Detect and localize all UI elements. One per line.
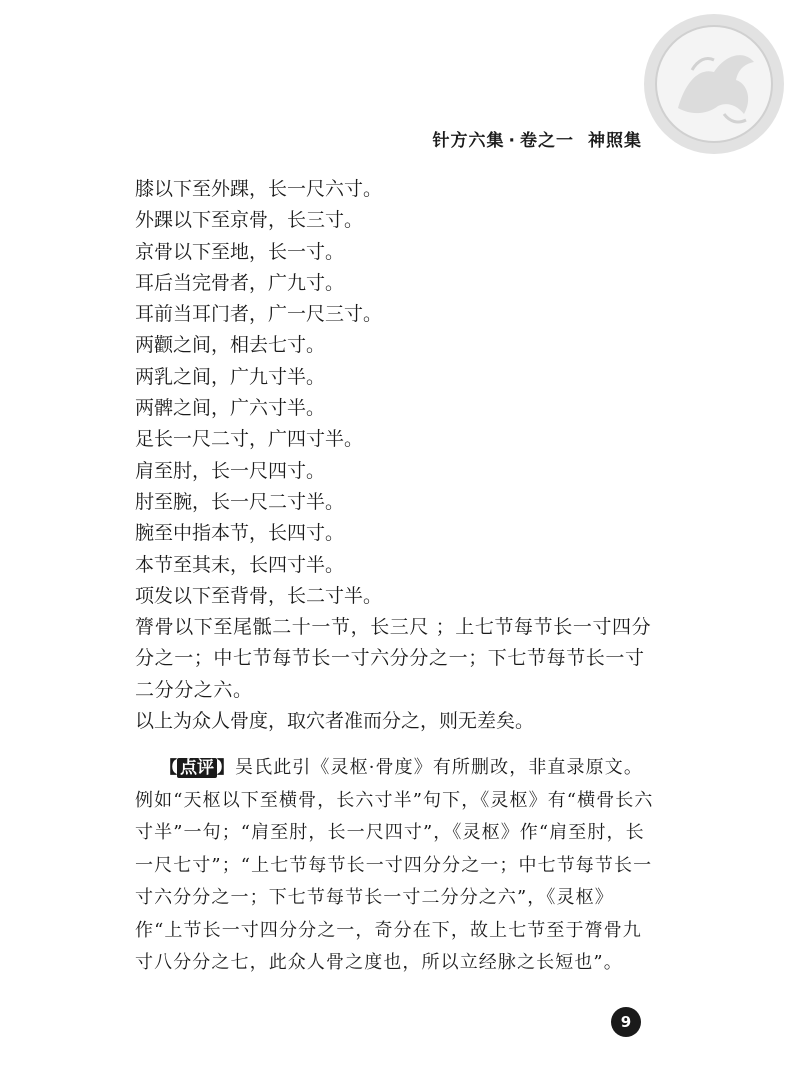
vertebra-paragraph: 膂骨以下至尾骶二十一节，长三尺 ；上七节每节长一寸四分分之一；中七节每节长一寸六分分之一；下七节每节长一寸二分分之六。: [135, 616, 652, 701]
text-line: 肘至腕，长一尺二寸半。: [135, 490, 345, 513]
text-line: 足长一尺二寸，广四寸半。: [135, 428, 364, 451]
text-line: 本节至其末，长四寸半。: [135, 553, 345, 576]
text-line: 项发以下至背骨，长二寸半。: [135, 584, 383, 607]
main-text: [135, 174, 665, 737]
commentary-text: 吴氏此引《灵枢·骨度》有所删改，非直录原文。例如“天枢以下至横骨，长六寸半”句下，《灵枢》有“横骨长六寸半”一句；“肩至肘，长一尺四寸”，《灵枢》作“肩至肘，长一尺七寸”；“上七节每节长一寸四分分之一；中七节每节长一寸六分分之一；下七节每节长一寸二分分之六”，《灵枢》作“上节长一寸四分分之一，奇分在下，故上七节至于膂骨九寸八分分之七，此众人骨之度也，所以立经脉之长短也”。: [135, 757, 654, 973]
commentary-paragraph: [135, 752, 655, 980]
closing-line: 以上为众人骨度，取穴者准而分之，则无差矣。: [135, 710, 535, 733]
text-line: 外踝以下至京骨，长三寸。: [135, 209, 364, 232]
text-line: 肩至肘，长一尺四寸。: [135, 459, 326, 482]
section-title: 神照集: [588, 131, 642, 151]
text-line: 两颧之间，相去七寸。: [135, 334, 326, 357]
text-line: 膝以下至外踝，长一尺六寸。: [135, 178, 383, 200]
text-line: 两乳之间，广九寸半。: [135, 365, 326, 388]
commentary-tag-label: 点评: [177, 758, 217, 778]
commentary-tag: 【 点评 】: [160, 758, 234, 778]
text-line: 耳后当完骨者，广九寸。: [135, 271, 345, 294]
text-line: 两髀之间，广六寸半。: [135, 397, 326, 420]
volume-title: 卷之一: [520, 131, 574, 151]
header-separator: ·: [508, 131, 516, 151]
text-line: 耳前当耳门者，广一尺三寸。: [135, 303, 383, 326]
text-line: 腕至中指本节，长四寸。: [135, 522, 345, 545]
page-number: 9: [611, 1007, 641, 1037]
text-line: 京骨以下至地，长一寸。: [135, 240, 345, 263]
book-title: 针方六集: [432, 131, 505, 151]
decorative-emblem-icon: [640, 10, 788, 158]
running-header: [433, 126, 642, 151]
